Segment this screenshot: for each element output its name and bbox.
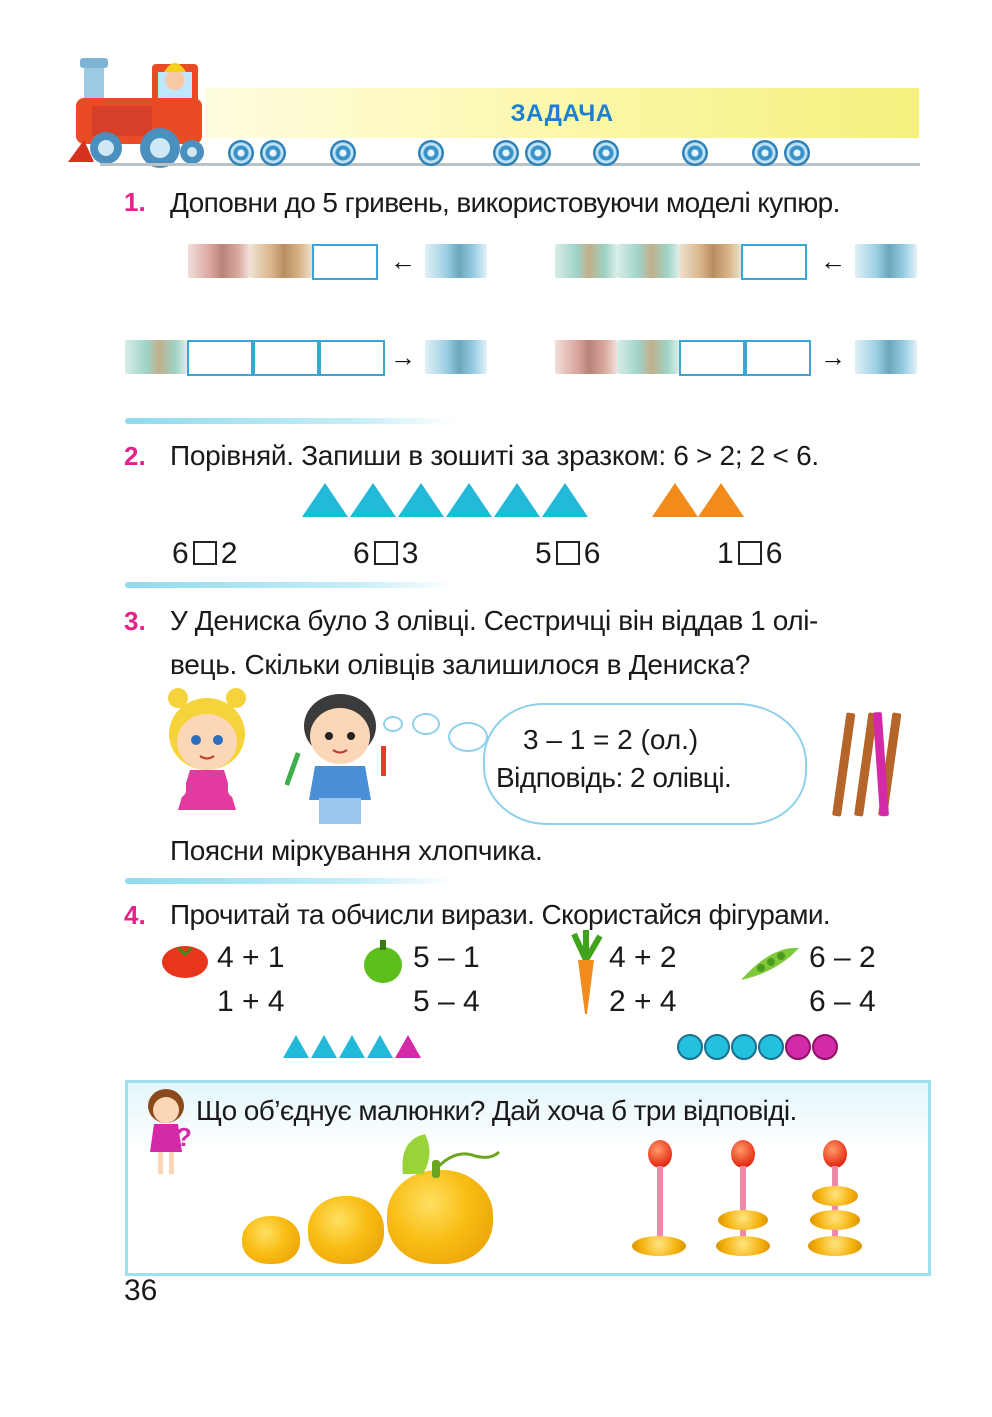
girl-icon bbox=[150, 686, 260, 826]
cloud-equation: 3 – 1 = 2 (ол.) bbox=[523, 724, 699, 755]
wheel-icon bbox=[752, 140, 778, 166]
banknote-1-icon bbox=[425, 340, 487, 374]
compare-right: 6 bbox=[583, 537, 601, 570]
wheel-icon bbox=[418, 140, 444, 166]
triangle-icon bbox=[283, 1035, 309, 1058]
compare-item bbox=[717, 537, 782, 571]
compare-right: 6 bbox=[765, 537, 783, 570]
ring-icon bbox=[718, 1210, 768, 1230]
circle-icon bbox=[812, 1034, 838, 1060]
train-icon bbox=[62, 44, 212, 172]
answer-box[interactable] bbox=[312, 244, 378, 280]
circle-row bbox=[677, 1034, 838, 1060]
expression: 4 + 1 bbox=[217, 941, 285, 974]
triangle-icon bbox=[652, 483, 698, 517]
answer-box[interactable] bbox=[679, 340, 745, 376]
arrow-left-icon: ← bbox=[820, 246, 846, 276]
answer-box[interactable] bbox=[187, 340, 253, 376]
triangle-icon bbox=[395, 1035, 421, 1058]
ring-icon bbox=[632, 1236, 686, 1256]
arrow-left-icon: ← bbox=[390, 246, 416, 276]
exercise-3-line-2: вець. Скільки олівців залишилося в Дениска? bbox=[170, 649, 750, 680]
triangle-icon bbox=[494, 483, 540, 517]
cloud-answer: Відповідь: 2 олівці. bbox=[496, 762, 732, 793]
expression: 1 + 4 bbox=[217, 985, 285, 1018]
small-triangles bbox=[283, 1035, 421, 1058]
banknote-1-icon bbox=[617, 340, 679, 374]
triangle-icon bbox=[350, 483, 396, 517]
arrow-right-icon: → bbox=[820, 342, 846, 372]
triangle-icon bbox=[367, 1035, 393, 1058]
svg-text:?: ? bbox=[176, 1122, 192, 1152]
compare-left: 6 bbox=[172, 537, 189, 570]
answer-box[interactable] bbox=[319, 340, 385, 376]
peas-icon bbox=[737, 942, 803, 986]
triangle-icon bbox=[398, 483, 444, 517]
expression: 4 + 2 bbox=[609, 941, 677, 974]
expression: 6 – 4 bbox=[809, 985, 876, 1018]
banknote-1-icon bbox=[855, 244, 917, 278]
banknote-2-icon bbox=[679, 244, 741, 278]
arrow-right-icon: → bbox=[390, 342, 416, 372]
triangle-icon bbox=[339, 1035, 365, 1058]
carrot-icon bbox=[562, 930, 610, 1016]
compare-item bbox=[353, 537, 418, 571]
pencil-icon bbox=[832, 712, 855, 816]
banknote-row-4 bbox=[555, 340, 811, 376]
pumpkin-icon bbox=[308, 1196, 384, 1264]
cyan-triangles bbox=[302, 483, 588, 517]
wheel-icon bbox=[260, 140, 286, 166]
exercise-1-number: 1. bbox=[124, 187, 146, 217]
answer-box[interactable] bbox=[741, 244, 807, 280]
wheel-icon bbox=[593, 140, 619, 166]
compare-box[interactable] bbox=[556, 541, 580, 565]
circle-icon bbox=[704, 1034, 730, 1060]
wheel-icon bbox=[525, 140, 551, 166]
banknote-row-3 bbox=[125, 340, 385, 376]
compare-item bbox=[535, 537, 600, 571]
pepper-icon bbox=[360, 938, 406, 986]
tomato-icon bbox=[160, 940, 210, 980]
exercise-3-explain: Поясни міркування хлопчика. bbox=[170, 835, 543, 866]
exercise-3-number: 3. bbox=[124, 606, 146, 636]
banknote-1-icon bbox=[125, 340, 187, 374]
pumpkin-icon bbox=[242, 1216, 300, 1264]
triangle-icon bbox=[311, 1035, 337, 1058]
ring-icon bbox=[812, 1186, 858, 1206]
exercise-2-text: Порівняй. Запиши в зошиті за зразком: 6 > 2; 2 < 6. bbox=[170, 440, 819, 471]
page-number: 36 bbox=[124, 1274, 158, 1307]
ring-icon bbox=[810, 1210, 860, 1230]
banknote-1-icon bbox=[617, 244, 679, 278]
pyramid-top-icon bbox=[731, 1140, 755, 1168]
compare-left: 5 bbox=[535, 537, 552, 570]
answer-box[interactable] bbox=[745, 340, 811, 376]
triangle-icon bbox=[542, 483, 588, 517]
banknote-1-icon bbox=[555, 244, 617, 278]
wheel-icon bbox=[784, 140, 810, 166]
triangle-icon bbox=[302, 483, 348, 517]
thought-bubble bbox=[448, 722, 488, 752]
compare-right: 2 bbox=[220, 537, 238, 570]
answer-box[interactable] bbox=[253, 340, 319, 376]
compare-left: 1 bbox=[717, 537, 734, 570]
banknote-2-icon bbox=[555, 340, 617, 374]
expression: 6 – 2 bbox=[809, 941, 876, 974]
wheel-icon bbox=[228, 140, 254, 166]
orange-triangles bbox=[652, 483, 744, 517]
panel-question: Що об’єднує малюнки? Дай хоча б три відповіді. bbox=[196, 1095, 797, 1126]
circle-icon bbox=[758, 1034, 784, 1060]
separator bbox=[125, 582, 455, 588]
pyramid-top-icon bbox=[823, 1140, 847, 1168]
pumpkin-leaf-icon bbox=[395, 1130, 505, 1180]
thought-bubble bbox=[412, 713, 440, 735]
separator bbox=[125, 418, 455, 424]
compare-box[interactable] bbox=[374, 541, 398, 565]
circle-icon bbox=[785, 1034, 811, 1060]
thought-bubble bbox=[383, 716, 403, 732]
wheel-icon bbox=[493, 140, 519, 166]
pyramid-top-icon bbox=[648, 1140, 672, 1168]
banknote-1-icon bbox=[425, 244, 487, 278]
wheel-icon bbox=[682, 140, 708, 166]
pyramid-stem-icon bbox=[657, 1166, 663, 1238]
girl-question-icon bbox=[138, 1086, 194, 1178]
compare-box[interactable] bbox=[193, 541, 217, 565]
exercise-3-line-1: У Дениска було 3 олівці. Сестричці він віддав 1 олі- bbox=[170, 605, 818, 636]
compare-left: 6 bbox=[353, 537, 370, 570]
circle-icon bbox=[731, 1034, 757, 1060]
triangle-icon bbox=[446, 483, 492, 517]
circle-icon bbox=[677, 1034, 703, 1060]
ring-icon bbox=[716, 1236, 770, 1256]
exercise-4-number: 4. bbox=[124, 900, 146, 930]
wheel-icon bbox=[330, 140, 356, 166]
banknote-row-2 bbox=[555, 244, 807, 280]
separator bbox=[125, 878, 455, 884]
compare-box[interactable] bbox=[738, 541, 762, 565]
banknote-1-icon bbox=[855, 340, 917, 374]
exercise-4-text: Прочитай та обчисли вирази. Скористайся фігурами. bbox=[170, 899, 831, 930]
expression: 5 – 1 bbox=[413, 941, 480, 974]
exercise-1-text: Доповни до 5 гривень, використовуючи моделі купюр. bbox=[170, 187, 840, 218]
boy-icon bbox=[285, 686, 395, 826]
page-title: ЗАДАЧА bbox=[510, 100, 614, 127]
banknote-2-icon bbox=[250, 244, 312, 278]
compare-right: 3 bbox=[401, 537, 419, 570]
pumpkin-icon bbox=[387, 1170, 493, 1264]
banknote-5-icon bbox=[188, 244, 250, 278]
compare-item bbox=[172, 537, 237, 571]
expression: 5 – 4 bbox=[413, 985, 480, 1018]
triangle-icon bbox=[698, 483, 744, 517]
banknote-row-1 bbox=[188, 244, 378, 280]
expression: 2 + 4 bbox=[609, 985, 677, 1018]
exercise-2-number: 2. bbox=[124, 441, 146, 471]
ring-icon bbox=[808, 1236, 862, 1256]
